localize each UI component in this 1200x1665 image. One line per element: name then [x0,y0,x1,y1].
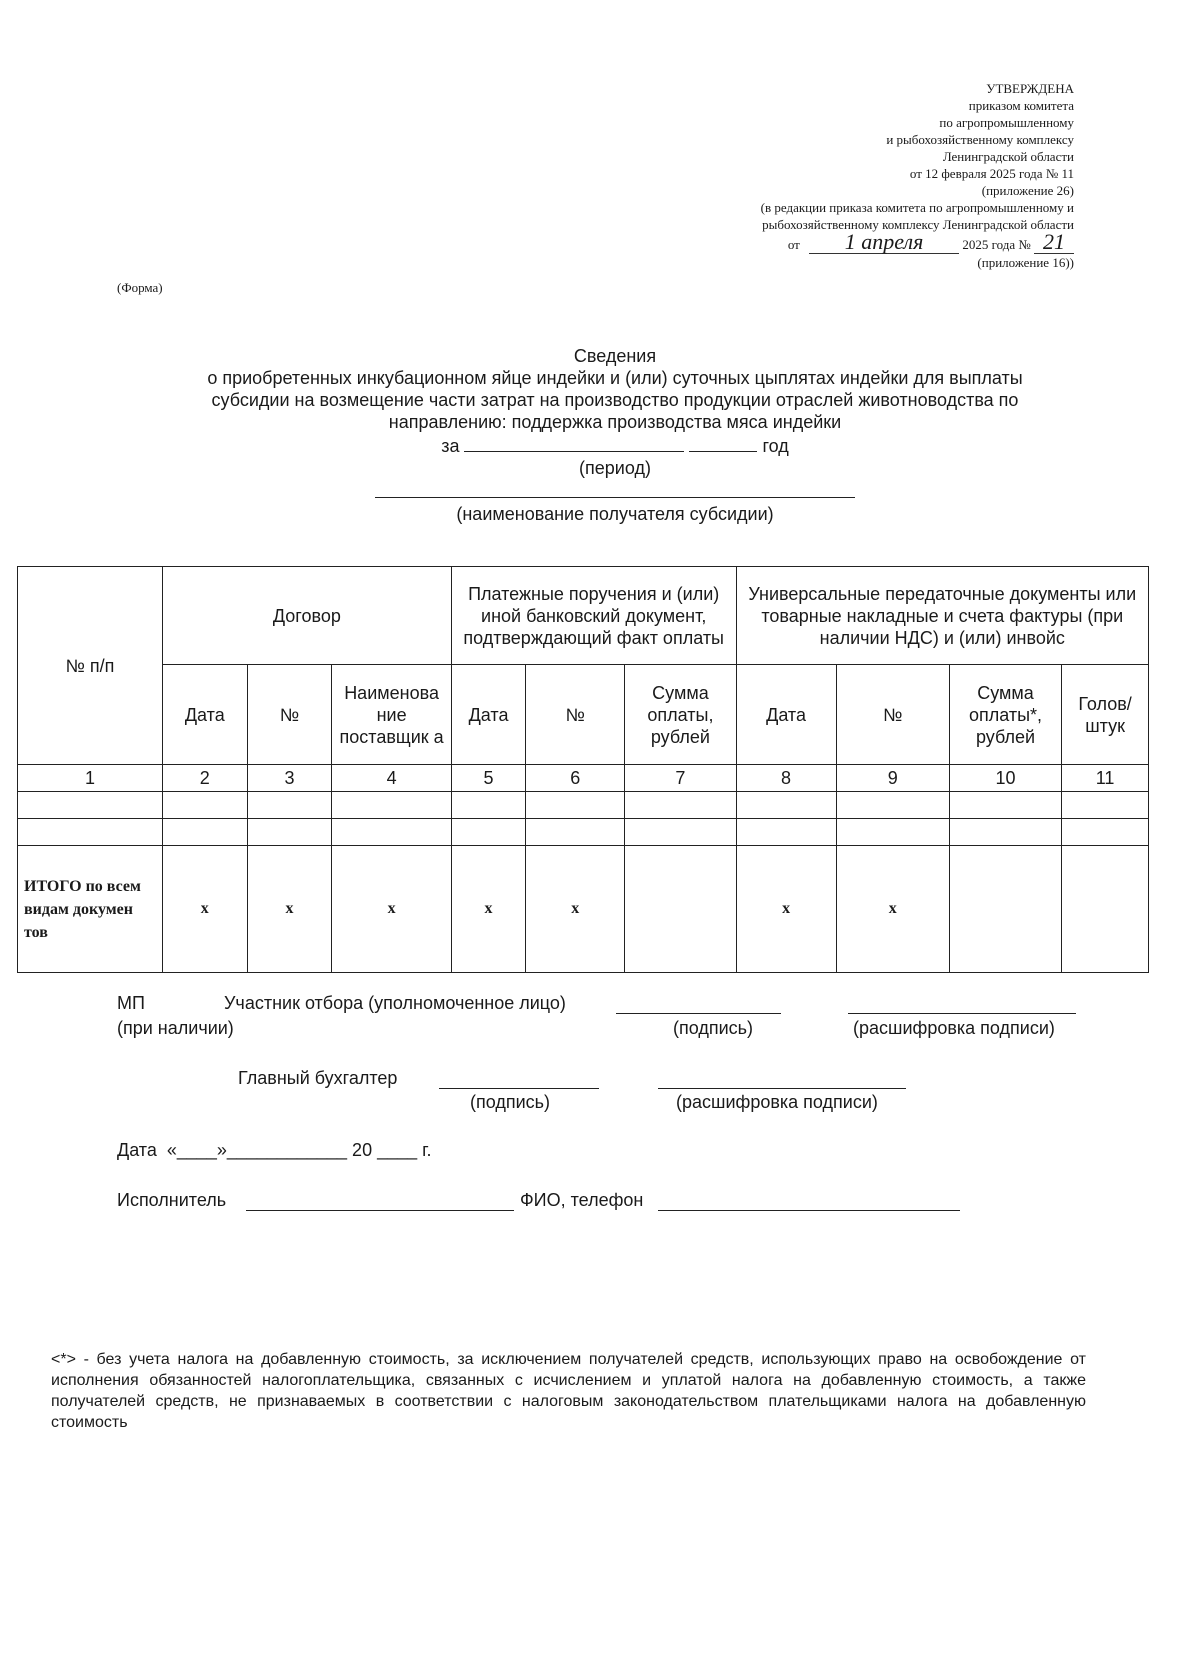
table-cell [736,792,836,819]
approval-block [761,80,1074,271]
table-cell [247,792,332,819]
form-label: (Форма) [117,280,163,295]
table-cell [247,819,332,846]
approval-line: приказом комитета [968,98,1074,113]
recipient-line [140,481,1090,503]
table-cell [451,819,526,846]
table-cell [625,792,736,819]
decode-caption: (расшифровка подписи) [853,1018,1055,1038]
col-number: 5 [451,765,526,792]
total-row [18,846,1149,973]
period-caption: (период) [579,458,651,478]
executor-label: Исполнитель [117,1190,227,1210]
table-cell [526,819,625,846]
table-subheader-row [18,665,1149,765]
table-cell [162,792,247,819]
header-c11: Голов/ штук [1062,665,1149,765]
col-number: 2 [162,765,247,792]
approval-line: рыбохозяйственному комплексу Ленинградской области [762,217,1074,232]
approval-date-field [809,229,959,254]
header-np: № п/п [18,567,163,765]
total-mark: x [526,846,625,973]
period-za: за [441,436,460,456]
header-c5: Дата [451,665,526,765]
table-cell [332,819,451,846]
title-line-3: направлению: поддержка производства мяса индейки [388,412,842,432]
signature-caption: (подпись) [673,1018,754,1038]
table-cell [1062,819,1149,846]
approval-line: (приложение 26) [981,183,1074,198]
table-cell [1062,792,1149,819]
total-mark: x [451,846,526,973]
mp-label: МП [117,993,145,1013]
footnote: <*> - без учета налога на добавленную стоимость, за исключением получателей средств, использующих право на освобождение от исполнения обязанностей налогоплательщика, связанных с исчислением и уплатой налога на добавленную стоимость, а также получателей средств, не признаваемых в соответствии с налоговым законодательством плательщиками налога на добавленную стоимость [51,1351,1086,1431]
chief-decode-line [658,1088,906,1089]
header-contract: Договор [162,567,451,665]
table-cell [18,792,163,819]
approval-line: и рыбохозяйственному комплексу [886,132,1074,147]
col-number: 1 [18,765,163,792]
header-payment: Платежные поручения и (или) иной банковский документ, подтверждающий факт оплаты [451,567,736,665]
total-mark [625,846,736,973]
approval-appendix: (приложение 16)) [977,255,1074,270]
approval-line: от 12 февраля 2025 года № 11 [909,166,1074,181]
table-cell [332,792,451,819]
col-number: 10 [949,765,1061,792]
period-god: год [762,436,789,456]
col-number: 11 [1062,765,1149,792]
column-number-row [18,765,1149,792]
date-line: Дата «____»____________ 20 ____ г. [117,1140,432,1160]
table-cell [18,819,163,846]
total-mark: x [836,846,949,973]
chief-accountant-label: Главный бухгалтер [238,1068,398,1088]
approval-line: (в редакции приказа комитета по агропромышленному и [760,200,1074,215]
total-mark [1062,846,1149,973]
header-c9: № [836,665,949,765]
header-c6: № [526,665,625,765]
approval-line: по агропромышленному [939,115,1074,130]
header-c10: Сумма оплаты*, рублей [949,665,1061,765]
fio-phone-line [658,1210,960,1211]
table-cell [836,792,949,819]
table-header-row [18,567,1149,665]
table-cell [625,819,736,846]
total-label: ИТОГО по всем видам докумен тов [18,846,163,973]
approval-year: 2025 года № [962,237,1031,252]
table-cell [162,819,247,846]
col-number: 4 [332,765,451,792]
total-mark: x [162,846,247,973]
table-cell [949,819,1061,846]
table-row [18,792,1149,819]
approval-number-handwritten: 21 [1043,229,1065,254]
col-number: 7 [625,765,736,792]
table-cell [526,792,625,819]
approval-date-line [761,229,1074,254]
total-mark: x [247,846,332,973]
total-mark: x [332,846,451,973]
period-blank-2 [689,433,757,452]
header-upd: Универсальные передаточные документы или товарные накладные и счета фактуры (при наличии НДС) и (или) инвойс [736,567,1148,665]
col-number: 9 [836,765,949,792]
table-cell [949,792,1061,819]
fio-phone-label: ФИО, телефон [520,1190,644,1210]
participant-signature-line [616,1013,781,1014]
title-line-1: о приобретенных инкубационном яйце индейки и (или) суточных цыплятах индейки для выплаты [207,368,1023,388]
total-mark [949,846,1061,973]
executor-line [246,1210,514,1211]
approval-date-prefix: от [787,237,800,252]
chief-signature-line [439,1088,599,1089]
period-line [140,433,1090,457]
total-mark: x [736,846,836,973]
title-heading: Сведения [573,346,657,366]
header-c2: Дата [162,665,247,765]
approval-line: УТВЕРЖДЕНА [986,81,1074,96]
participant-label: Участник отбора (уполномоченное лицо) [224,993,566,1013]
col-number: 6 [526,765,625,792]
chief-signature-caption: (подпись) [470,1092,551,1112]
approval-number-field [1034,229,1074,254]
table-cell [736,819,836,846]
col-number: 3 [247,765,332,792]
participant-decode-line [848,1013,1076,1014]
header-c7: Сумма оплаты, рублей [625,665,736,765]
header-c4: Наименова ние поставщик а [332,665,451,765]
document-title [140,345,1090,525]
col-number: 8 [736,765,836,792]
recipient-blank [375,487,855,498]
title-line-2: субсидии на возмещение части затрат на производство продукции отраслей животноводства по [211,390,1019,410]
period-blank-1 [464,433,684,452]
header-c8: Дата [736,665,836,765]
approval-date-handwritten: 1 апреля [844,229,924,254]
chief-decode-caption: (расшифровка подписи) [676,1092,878,1112]
subsidy-table [17,566,1149,973]
recipient-caption: (наименование получателя субсидии) [456,504,774,524]
table-cell [451,792,526,819]
header-c3: № [247,665,332,765]
table-cell [836,819,949,846]
if-any-label: (при наличии) [117,1018,234,1038]
approval-line: Ленинградской области [942,149,1074,164]
table-row [18,819,1149,846]
